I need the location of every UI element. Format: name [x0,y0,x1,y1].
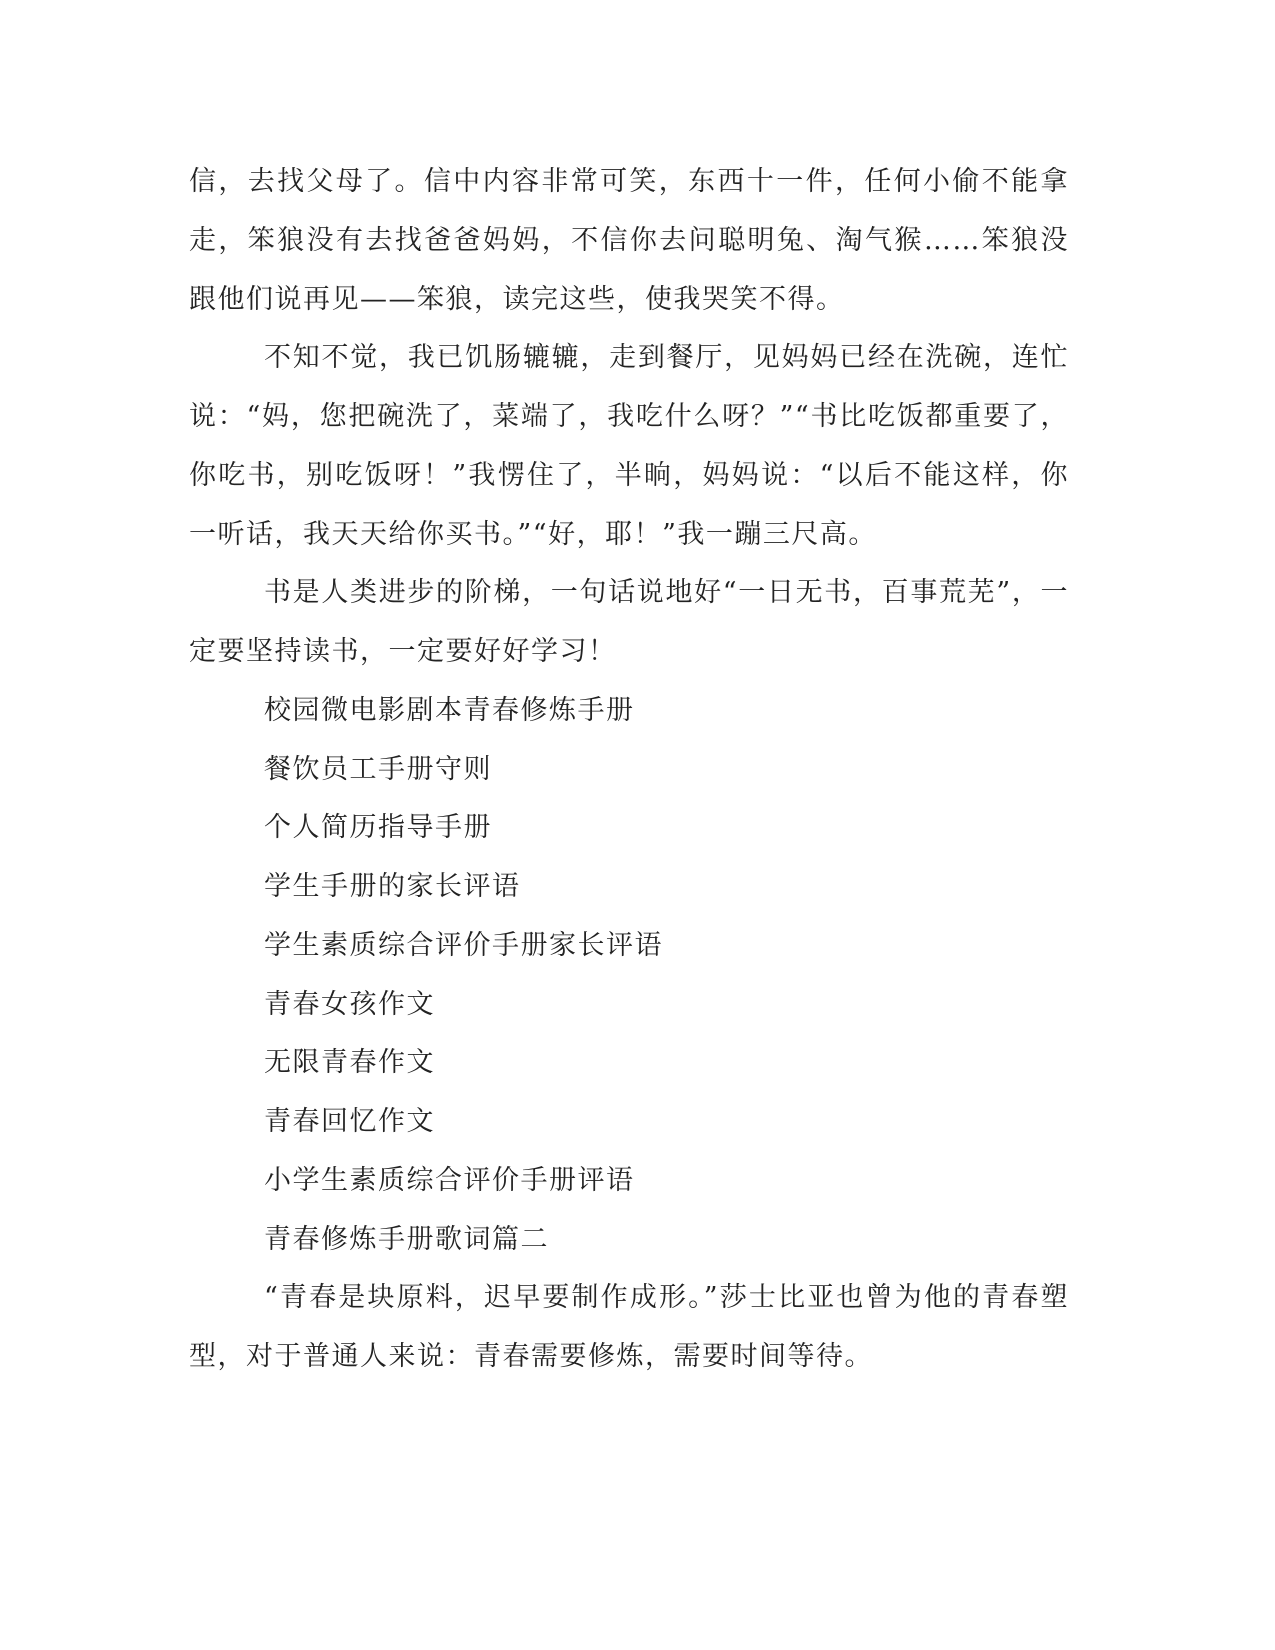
related-title-3: 个人简历指导手册 [264,812,492,843]
related-title-7: 无限青春作文 [264,1047,435,1078]
paragraph-3-line-2: 定要坚持读书，一定要好好学习！ [189,636,617,667]
paragraph-3-line-1: 书是人类进步的阶梯，一句话说地好“一日无书，百事荒芜”，一 [264,577,1069,608]
paragraph-1-line-2: 走，笨狼没有去找爸爸妈妈，不信你去问聪明兔、淘气猴……笨狼没 [189,225,1069,256]
paragraph-4-line-1: “青春是块原料，迟早要制作成形。”莎士比亚也曾为他的青春塑 [264,1282,1069,1313]
paragraph-2-line-4: 一听话，我天天给你买书。”“好，耶！”我一蹦三尺高。 [189,519,877,550]
related-title-5: 学生素质综合评价手册家长评语 [264,930,663,961]
related-title-1: 校园微电影剧本青春修炼手册 [264,695,635,726]
paragraph-2-line-1: 不知不觉，我已饥肠辘辘，走到餐厅，见妈妈已经在洗碗，连忙 [264,342,1069,373]
related-title-6: 青春女孩作文 [264,989,435,1020]
paragraph-2-line-3: 你吃书，别吃饭呀！”我愣住了，半晌，妈妈说：“以后不能这样，你 [189,460,1069,491]
related-title-8: 青春回忆作文 [264,1106,435,1137]
paragraph-2-line-2: 说：“妈，您把碗洗了，菜端了，我吃什么呀？”“书比吃饭都重要了， [189,401,1069,432]
related-title-9: 小学生素质综合评价手册评语 [264,1165,635,1196]
related-title-2: 餐饮员工手册守则 [264,754,492,785]
paragraph-1-line-1: 信，去找父母了。信中内容非常可笑，东西十一件，任何小偷不能拿 [189,166,1069,197]
related-title-4: 学生手册的家长评语 [264,871,521,902]
related-title-10: 青春修炼手册歌词篇二 [264,1224,549,1255]
paragraph-4-line-2: 型，对于普通人来说：青春需要修炼，需要时间等待。 [189,1341,873,1372]
paragraph-1-line-3: 跟他们说再见——笨狼，读完这些，使我哭笑不得。 [189,284,845,315]
